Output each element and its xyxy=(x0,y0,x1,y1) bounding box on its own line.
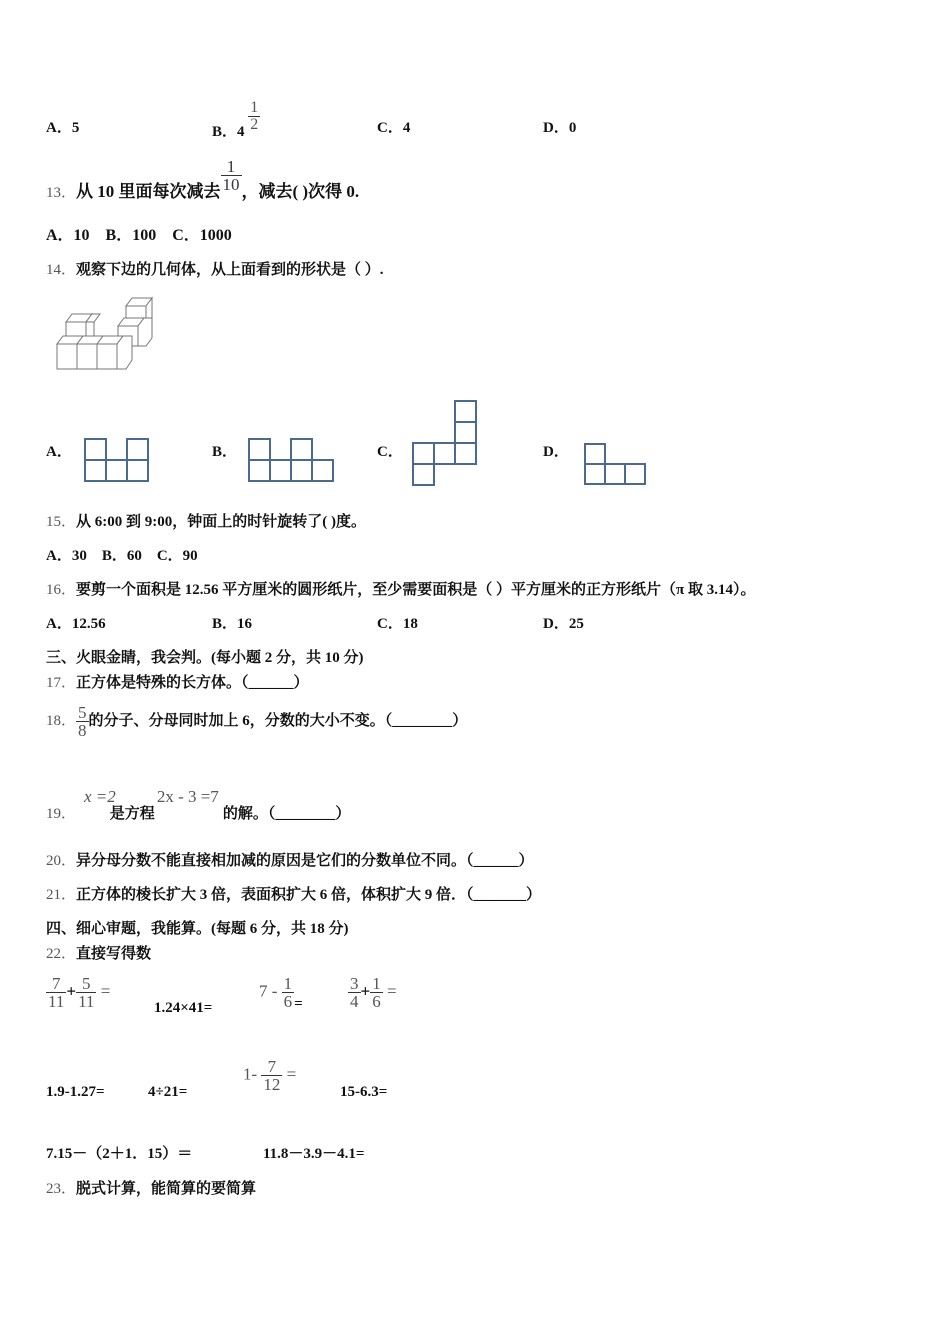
q14-option-c-label: C． xyxy=(377,444,403,460)
q16-option-a: A．12.56 xyxy=(46,616,106,632)
q14-option-d-label: D． xyxy=(543,444,569,460)
calc-expression-5: 1.9-1.27= xyxy=(46,1084,105,1100)
q21-stem: 21．正方体的棱长扩大 3 倍，表面积扩大 6 倍，体积扩大 9 倍．（_______） xyxy=(46,887,542,903)
q18-stem: 18． $\frac{5}{8}$ 的分子、分母同时加上 6，分数的大小不变。（________） xyxy=(46,703,468,740)
section-4-heading: 四、细心审题，我能算。(每题 6 分，共 18 分) xyxy=(46,921,349,937)
q14-option-a-shape xyxy=(84,438,150,484)
section-3-heading: 三、火眼金睛，我会判。(每小题 2 分，共 10 分) xyxy=(46,650,364,666)
q14-option-d-shape xyxy=(584,443,650,489)
q14-option-b-shape xyxy=(248,438,338,484)
q15-stem: 15．从 6:00 到 9:00，钟面上的时针旋转了( )度。 xyxy=(46,514,366,530)
q12-option-a: A．5 xyxy=(46,120,80,136)
calc-expression-2: 1.24×41= xyxy=(154,1000,213,1016)
calc-expression-8: 15-6.3= xyxy=(340,1084,388,1100)
q12-option-c: C．4 xyxy=(377,120,411,136)
cube-figure xyxy=(52,294,162,374)
calc-expression-3: 7 - $\frac{1}{6}$ = xyxy=(259,974,303,1013)
q13-stem: 13．从 10 里面每次减去 $\frac{1}{10}$ ，减去( )次得 0. xyxy=(46,157,360,202)
calc-expression-10: 11.8－3.9－4.1= xyxy=(263,1146,365,1162)
q16-stem: 16．要剪一个面积是 12.56 平方厘米的圆形纸片，至少需要面积是（ ）平方厘米的正方形纸片（π 取 3.14）。 xyxy=(46,582,756,598)
q22-stem: 22．直接写得数 xyxy=(46,946,152,962)
q16-option-b: B．16 xyxy=(212,616,253,632)
q12-option-b: B．4 $\frac{1}{2}$ xyxy=(212,99,259,140)
q14-option-c-shape xyxy=(412,400,480,488)
calc-expression-4: $\frac{3}{4}$ + $\frac{1}{6}$ = xyxy=(350,974,397,1011)
q16-option-d: D．25 xyxy=(543,616,584,632)
q14-stem: 14．观察下边的几何体，从上面看到的形状是（ ）. xyxy=(46,262,384,278)
q16-option-c: C．18 xyxy=(377,616,418,632)
q23-stem: 23．脱式计算，能简算的要简算 xyxy=(46,1181,257,1197)
calc-expression-9: 7.15－（2＋1．15）＝ xyxy=(46,1146,193,1162)
q13-options: A．10 B．100 C．1000 xyxy=(46,227,232,244)
q14-option-b-label: B． xyxy=(212,444,238,460)
q15-options: A．30 B．60 C．90 xyxy=(46,548,198,564)
calc-expression-6: 4÷21= xyxy=(148,1084,188,1100)
q12-option-d: D．0 xyxy=(543,120,577,136)
q19-stem: 19．x =2是方程2x - 3 =7的解。（________） xyxy=(46,787,351,822)
q14-option-a-label: A． xyxy=(46,444,72,460)
calc-expression-1: $\frac{7}{11}$ + $\frac{5}{11}$ = xyxy=(48,974,111,1011)
calc-expression-7: 1- $\frac{7}{12}$ = xyxy=(243,1057,297,1094)
q20-stem: 20．异分母分数不能直接相加减的原因是它们的分数单位不同。（______） xyxy=(46,853,534,869)
q17-stem: 17．正方体是特殊的长方体。（______） xyxy=(46,675,309,691)
